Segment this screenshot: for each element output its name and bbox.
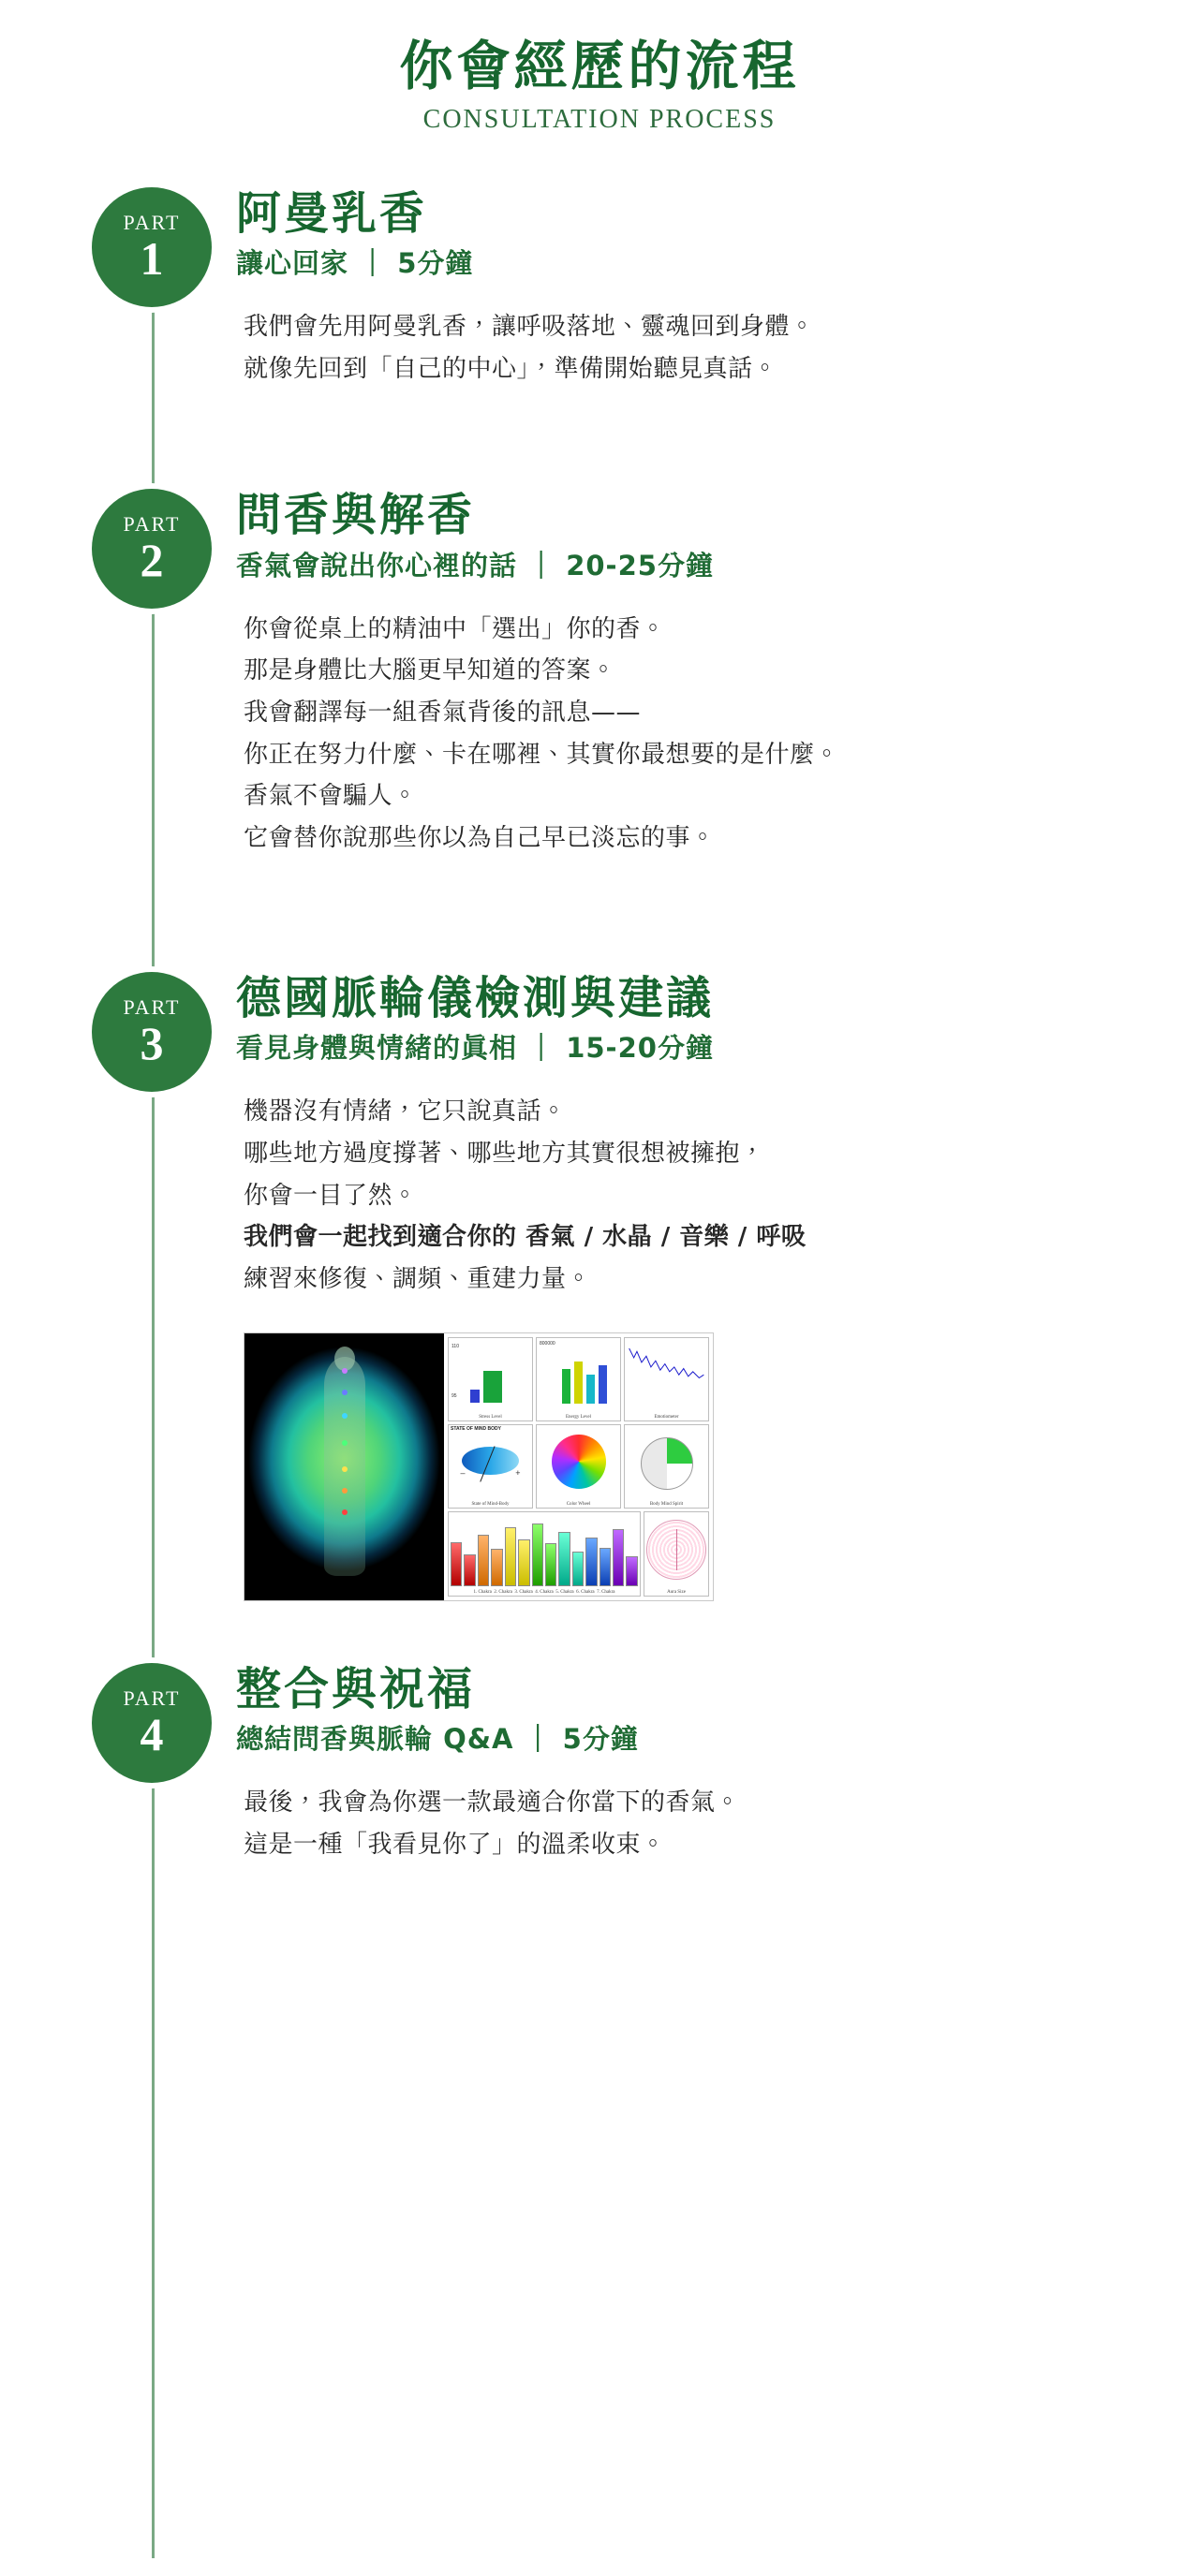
desc-line: 你正在努力什麼、卡在哪裡、其實你最想要的是什麼。: [244, 740, 840, 769]
step-description-2: [244, 609, 1143, 860]
chakra-dot-3: [342, 1466, 348, 1472]
step-title: 阿曼乳香: [236, 186, 428, 240]
part-label: PART: [123, 1685, 181, 1710]
state-plus-label: +: [515, 1467, 521, 1478]
desc-line: 哪些地方過度撐著、哪些地方其實很想被擁抱，: [244, 1139, 765, 1168]
bms-pie-chart: [641, 1437, 693, 1490]
stress-axis-top: 110: [451, 1343, 459, 1349]
desc-line: 香氣不會騙人。: [244, 782, 418, 811]
panel-caption: Aura Size: [667, 1589, 686, 1595]
step-badge-3: [92, 972, 212, 1092]
panel-caption: Color Wheel: [566, 1502, 591, 1508]
step-subtitle: 讓心回家 ｜ 5分鐘: [236, 247, 474, 280]
step-badge-2: [92, 489, 212, 609]
step-subtitle: 總結問香與脈輪 Q&A ｜ 5分鐘: [236, 1723, 639, 1756]
panel-energy-level: [536, 1337, 621, 1421]
step-subtitle: 看見身體與情緒的眞相 ｜ 15-20分鐘: [236, 1032, 714, 1065]
desc-line: 就像先回到「自己的中心」，準備開始聽見真話。: [244, 354, 778, 383]
chakra-dot-2: [342, 1488, 348, 1494]
chakra-report-image: [244, 1332, 714, 1601]
panel-chakra-bars: [448, 1511, 641, 1596]
panel-caption: Body Mind Spirit: [649, 1502, 684, 1508]
steps-list: [0, 187, 1199, 1866]
chakra-dot-5: [342, 1413, 348, 1419]
step-item: [0, 972, 1199, 1601]
desc-line: 我會翻譯每一組香氣背後的訊息——: [244, 698, 642, 727]
chakra-dot-7: [342, 1368, 348, 1374]
chakra-bar-captions: 1. Chakra 2. Chakra 3. Chakra 4. Chakra 5. Chakra 6. Chakra 7. Chakra: [473, 1589, 615, 1595]
page-header: [0, 0, 1199, 135]
panel-aura-size: [644, 1511, 709, 1596]
aura-photo: [244, 1333, 444, 1600]
chakra-dot-1: [342, 1509, 348, 1515]
report-row-3: [448, 1511, 709, 1596]
page-title: 你會經歷的流程: [399, 35, 800, 97]
panel-header: STATE OF MIND BODY: [451, 1426, 501, 1433]
step-badge-1: [92, 187, 212, 307]
emotion-line-chart: [628, 1344, 705, 1383]
step-title: 整合與祝福: [236, 1662, 476, 1715]
step-title: 德國脈輪儀檢測與建議: [236, 971, 715, 1024]
part-number: 3: [140, 1016, 164, 1069]
panel-caption: State of Mind-Body: [471, 1502, 510, 1508]
step-description-4: [244, 1782, 1143, 1865]
step-description-1: [244, 306, 1143, 390]
panel-emotiometer: [624, 1337, 709, 1421]
report-row-1: [448, 1337, 709, 1421]
part-number: 4: [140, 1707, 164, 1760]
desc-line: 我們會先用阿曼乳香，讓呼吸落地、靈魂回到身體。: [244, 312, 815, 341]
desc-line: 你會從桌上的精油中「選出」你的香。: [244, 614, 666, 643]
desc-line: 那是身體比大腦更早知道的答案。: [244, 656, 616, 685]
panel-caption: Emotiometer: [654, 1415, 679, 1420]
chakra-dot-4: [342, 1440, 348, 1446]
desc-line: 你會一目了然。: [244, 1181, 418, 1210]
desc-line: 機器沒有情緒，它只說真話。: [244, 1097, 567, 1126]
chakra-dot-6: [342, 1390, 348, 1395]
panel-state-of-mind-body: [448, 1424, 533, 1509]
stress-bars: [470, 1371, 502, 1403]
desc-line: 最後，我會為你選一款最適合你當下的香氣。: [244, 1788, 741, 1818]
panel-stress-level: [448, 1337, 533, 1421]
part-number: 2: [140, 534, 164, 587]
color-wheel-graphic: [552, 1435, 606, 1489]
step-body-4: [236, 1663, 1199, 1866]
page-subtitle: CONSULTATION PROCESS: [422, 104, 777, 134]
energy-axis-label: 800000: [540, 1340, 555, 1347]
step-body-2: [236, 489, 1199, 860]
step-item: [0, 187, 1199, 390]
part-number: 1: [140, 231, 164, 285]
panel-caption: Energy Level: [566, 1415, 591, 1420]
step-body-3: [236, 972, 1199, 1601]
step-badge-4: [92, 1663, 212, 1783]
part-label: PART: [123, 512, 181, 537]
panel-body-mind-spirit: [624, 1424, 709, 1509]
desc-line: 練習來修復、調頻、重建力量。: [244, 1265, 592, 1294]
chakra-bar-group: [451, 1515, 638, 1585]
step-body-1: [236, 187, 1199, 390]
desc-line: 它會替你說那些你以為自己早已淡忘的事。: [244, 824, 716, 853]
part-label: PART: [123, 994, 181, 1019]
desc-line: 這是一種「我看見你了」的溫柔收束。: [244, 1830, 666, 1859]
step-description-3: [244, 1091, 1143, 1301]
part-label: PART: [123, 210, 181, 234]
aura-size-graphic: [646, 1520, 706, 1580]
panel-color-wheel: [536, 1424, 621, 1509]
step-subtitle: 香氣會說出你心裡的話 ｜ 20-25分鐘: [236, 549, 714, 581]
step-item: [0, 1663, 1199, 1866]
energy-bars: [562, 1354, 607, 1404]
stress-axis-bottom: 95: [451, 1393, 457, 1400]
state-minus-label: –: [460, 1467, 466, 1478]
step-title: 問香與解香: [236, 489, 476, 542]
report-panels: [444, 1333, 713, 1600]
step-item: [0, 489, 1199, 860]
desc-line-highlight: 我們會一起找到適合你的 香氣 / 水晶 / 音樂 / 呼吸: [244, 1223, 807, 1252]
state-gauge: [462, 1447, 519, 1475]
report-row-2: [448, 1424, 709, 1509]
panel-caption: Stress Level: [479, 1415, 502, 1420]
